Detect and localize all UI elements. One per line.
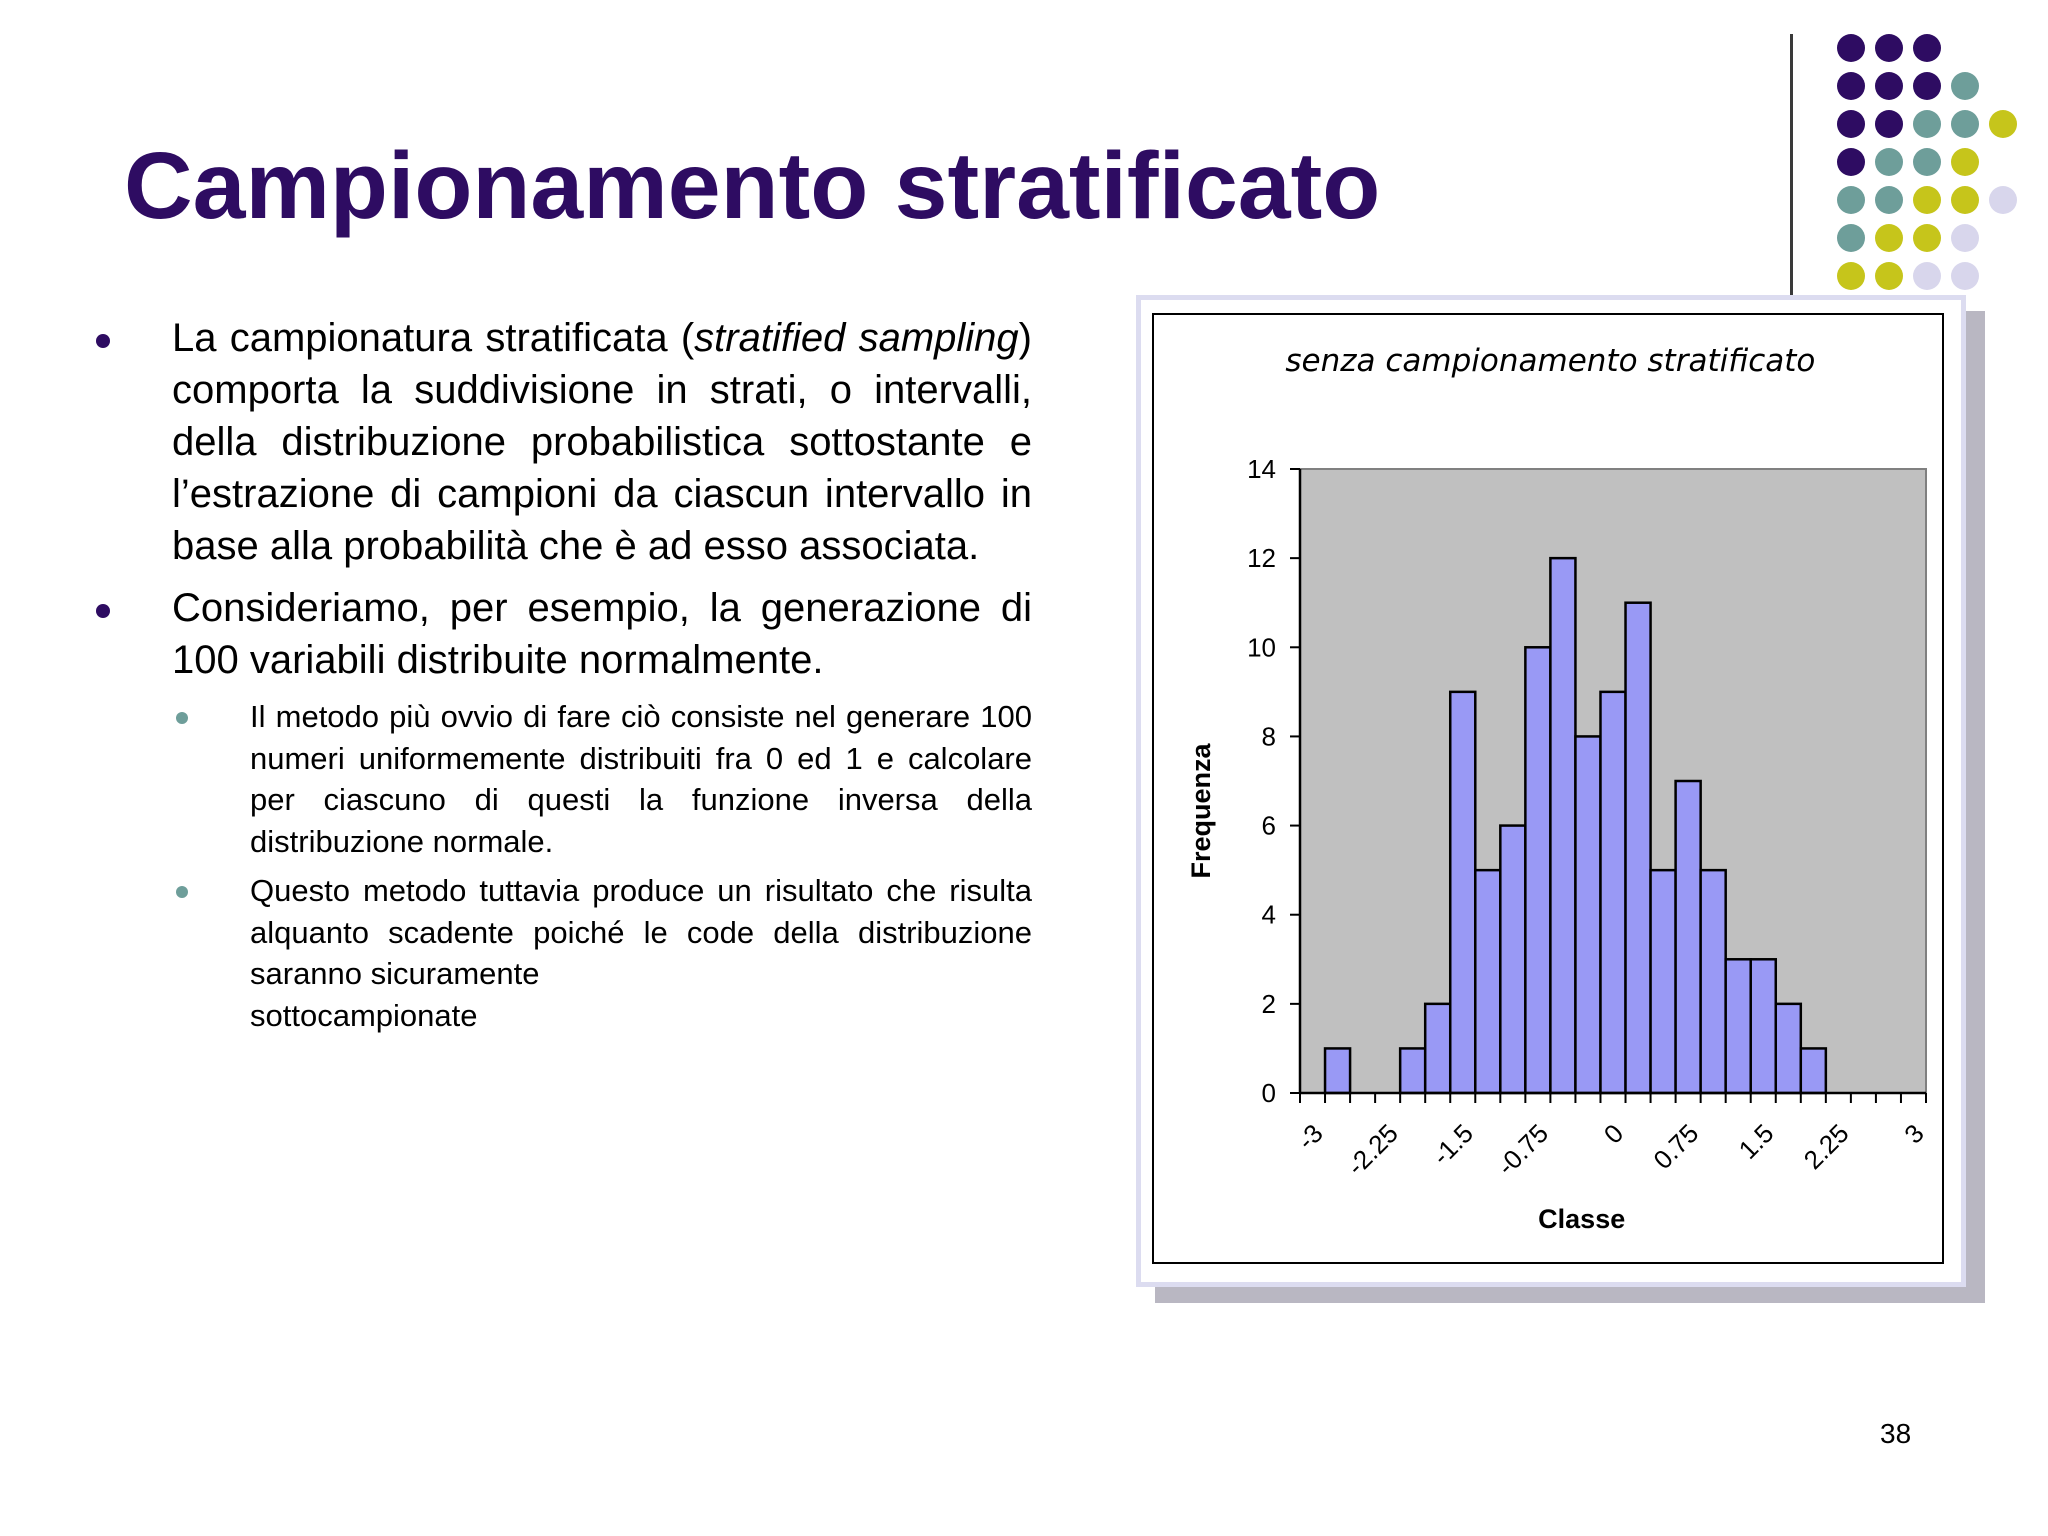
y-tick-label: 10: [1247, 632, 1276, 663]
histogram-bar: [1525, 647, 1550, 1093]
decor-dot: [1875, 186, 1903, 214]
bullet-marker: [96, 604, 110, 618]
histogram-bar: [1626, 603, 1651, 1093]
bullet-text-after: ) comporta la suddivisione in strati, o intervalli, della distribuzione probabilistica sottostante e l’estrazione di campioni da ciascun intervallo in base alla probabilità che è ad esso associata.: [172, 316, 1032, 568]
histogram-bar: [1600, 692, 1625, 1093]
y-tick-label: 2: [1261, 988, 1276, 1019]
bullet-emphasis: stratified sampling: [694, 316, 1019, 360]
histogram-bar: [1450, 692, 1475, 1093]
decor-dot: [1837, 186, 1865, 214]
sub-bullet-text-tail: sottocampionate: [250, 997, 478, 1033]
page-title: Campionamento stratificato: [124, 133, 1381, 239]
sub-bullet-marker: [176, 886, 188, 898]
decor-dot: [1951, 186, 1979, 214]
x-tick-label: 0.75: [1647, 1118, 1705, 1176]
decor-dot: [1837, 224, 1865, 252]
decor-dot: [1951, 224, 1979, 252]
bullet-item: [92, 312, 1032, 572]
x-tick-label: -1.5: [1426, 1118, 1480, 1171]
x-tick-label: -2.25: [1340, 1118, 1404, 1182]
decor-dot: [1837, 72, 1865, 100]
decor-dot: [1913, 262, 1941, 290]
decor-dot: [1875, 224, 1903, 252]
x-tick-label: 3: [1898, 1118, 1930, 1150]
y-tick-label: 14: [1247, 454, 1276, 484]
decor-dot: [1913, 110, 1941, 138]
x-tick-label: 1.5: [1732, 1118, 1780, 1165]
histogram-bar: [1701, 870, 1726, 1093]
sub-bullet-text: Il metodo più ovvio di fare ciò consiste nel generare 100 numeri uniformemente distribuiti fra 0 ed 1 e calcolare per ciascuno di questi la funzione inversa della distribuzione normale.: [250, 699, 1032, 859]
bullet-marker: [96, 334, 110, 348]
x-tick-label: -0.75: [1491, 1118, 1555, 1182]
decor-dot: [1913, 186, 1941, 214]
decor-dot: [1875, 110, 1903, 138]
y-axis-label: Frequenza: [1186, 743, 1216, 879]
bullet-item: [92, 582, 1032, 686]
decor-dot: [1837, 262, 1865, 290]
decor-divider-line: [1790, 34, 1793, 296]
decor-dot: [1913, 148, 1941, 176]
histogram-bar: [1475, 870, 1500, 1093]
page-number: 38: [1880, 1418, 1912, 1449]
bullet-text-before: La campionatura stratificata (: [172, 316, 695, 360]
sub-bullet-item: [92, 696, 1032, 862]
x-tick-label: -3: [1291, 1118, 1329, 1156]
histogram-bar: [1776, 1004, 1801, 1093]
y-tick-label: 6: [1261, 810, 1276, 841]
bullet-list: [92, 312, 1032, 1044]
y-tick-label: 8: [1261, 721, 1276, 752]
sub-bullet-marker: [176, 712, 188, 724]
decor-dot: [1951, 72, 1979, 100]
histogram-bar: [1726, 959, 1751, 1093]
decor-dot: [1989, 110, 2017, 138]
bullet-text: [172, 312, 1032, 572]
decor-dot: [1875, 262, 1903, 290]
decor-dot: [1913, 224, 1941, 252]
histogram-chart: [1152, 313, 1944, 1264]
histogram-bar: [1325, 1048, 1350, 1093]
decor-dot: [1875, 72, 1903, 100]
y-tick-label: 0: [1261, 1078, 1276, 1108]
x-tick-label: 0: [1597, 1118, 1630, 1150]
decor-dot: [1951, 262, 1979, 290]
decor-dot: [1837, 110, 1865, 138]
y-tick-label: 12: [1247, 543, 1276, 574]
histogram-bar: [1400, 1048, 1425, 1093]
decor-dot: [1875, 34, 1903, 62]
histogram-bar: [1751, 959, 1776, 1093]
decor-dot: [1913, 72, 1941, 100]
sub-bullet-text: [250, 870, 1032, 1036]
histogram-bar: [1550, 558, 1575, 1093]
bullet-text: Consideriamo, per esempio, la generazione di 100 variabili distribuite normalmente.: [172, 586, 1032, 682]
sub-bullet-text-main: Questo metodo tuttavia produce un risultato che risulta alquanto scadente poiché le code della distribuzione saranno sicuramente: [250, 873, 1032, 991]
x-tick-label: 2.25: [1797, 1118, 1855, 1176]
chart-title: senza campionamento stratificato: [1285, 343, 1816, 379]
histogram-bar: [1575, 736, 1600, 1093]
decor-dot: [1989, 186, 2017, 214]
decor-dot: [1875, 148, 1903, 176]
decor-dot: [1913, 34, 1941, 62]
histogram-bar: [1651, 870, 1676, 1093]
y-tick-label: 4: [1261, 899, 1276, 930]
decor-dot: [1837, 148, 1865, 176]
decor-dot: [1951, 110, 1979, 138]
histogram-bar: [1425, 1004, 1450, 1093]
histogram-bar: [1676, 781, 1701, 1093]
histogram-bar: [1500, 826, 1525, 1093]
sub-bullet-item: [92, 870, 1032, 1036]
histogram-bar: [1801, 1048, 1826, 1093]
decor-dot: [1837, 34, 1865, 62]
x-axis-label: Classe: [1538, 1204, 1626, 1234]
decor-dot: [1951, 148, 1979, 176]
